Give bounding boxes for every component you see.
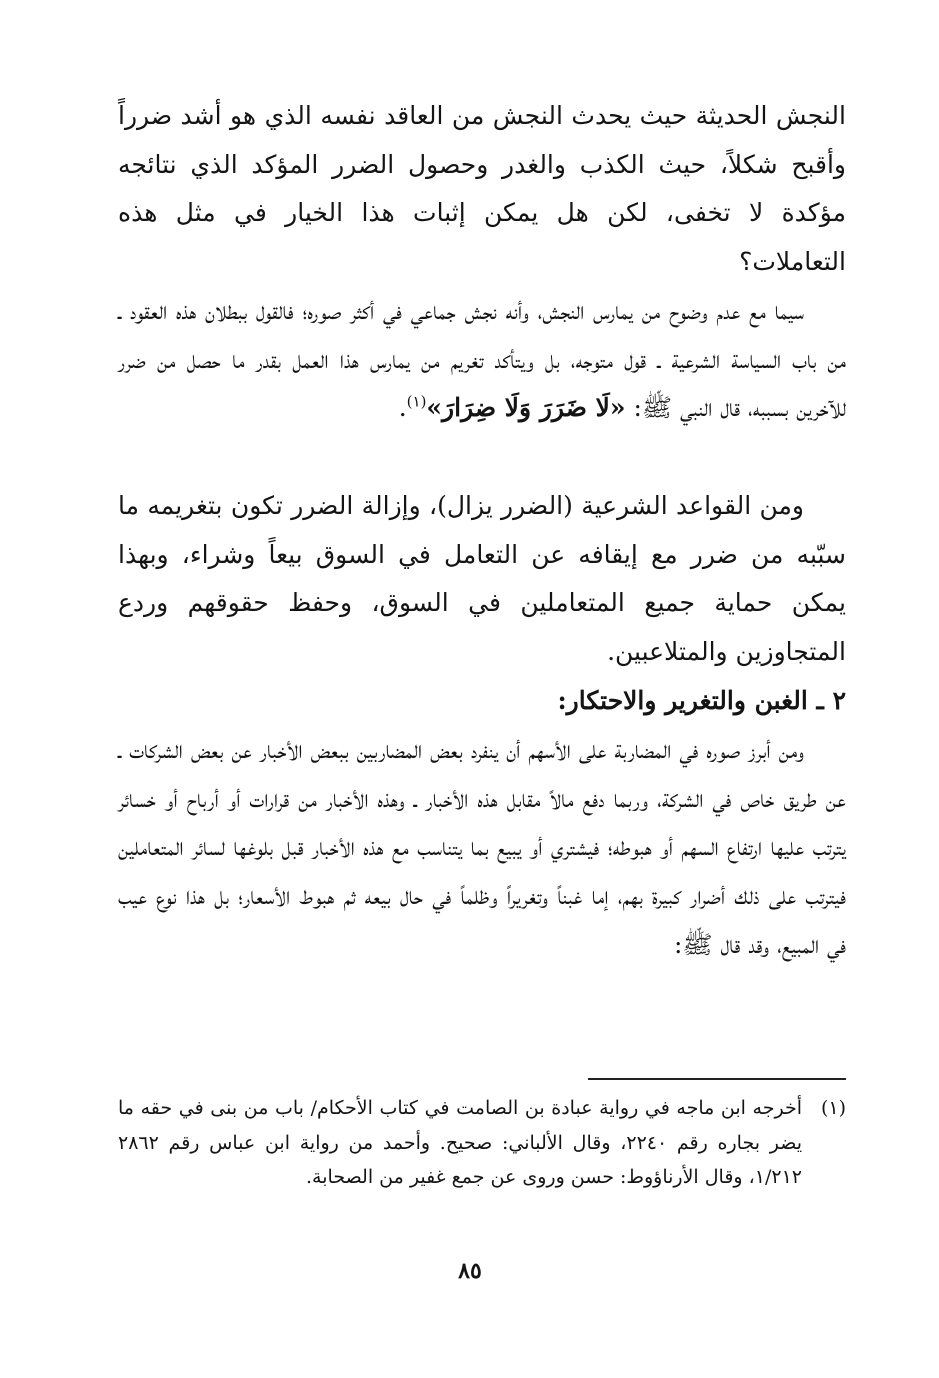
footnote-divider [588, 1078, 846, 1080]
paragraph-1-text: النجش الحديثة حيث يحدث النجش من العاقد نفسه الذي هو أشد ضرراً وأقبح شكلاً، حيث الكذب والغدر وحصول الضرر المؤكد الذي نتائجه مؤكدة لا تخفى، لكن هل يمكن إثبات هذا الخيار في مثل هذه التعاملات؟ [118, 101, 846, 277]
paragraph-3 [118, 482, 846, 677]
footnote-number: (١) [820, 1097, 846, 1119]
paragraph-4 [118, 726, 846, 970]
paragraph-2-text [118, 287, 846, 433]
paragraph-2-body: سيما مع عدم وضوح من يمارس النجش، وأنه نجش جماعي في أكثر صوره؛ فالقول ببطلان هذه العقود ـ من باب السياسة الشرعية ـ قول متوجه، بل ويتأكد تغريم من يمارس هذا العمل بقدر ما حصل من ضرر للآخرين بسببه، قال النبي ﷺ: [118, 296, 846, 423]
paragraph-2 [118, 287, 846, 433]
paragraph-2-end: . [398, 393, 407, 423]
footnote-text: أخرجه ابن ماجه في رواية عبادة بن الصامت في كتاب الأحكام/ باب من بنى في حقه ما يضر بجاره رقم ٢٢٤٠، وقال الألباني: صحيح. وأحمد من رواية ابن عباس رقم ٢٨٦٢ ١/٢١٢، وقال الأرناؤوط: حسن وروى عن جمع غفير من الصحابة. [118, 1097, 802, 1188]
paragraph-3-text: ومن القواعد الشرعية (الضرر يزال)، وإزالة الضرر تكون بتغريمه ما سبّبه من ضرر مع إيقافه عن التعامل في السوق بيعاً وشراء، وبهذا يمكن حماية جميع المتعاملين في السوق، وحفظ حقوقهم وردع المتجاوزين والمتلاعبين. [118, 491, 846, 667]
section-heading: ٢ ـ الغبن والتغرير والاحتكار: [557, 686, 846, 715]
footnote [118, 1091, 846, 1195]
paragraph-1 [118, 92, 846, 287]
paragraph-4-text: ومن أبرز صوره في المضاربة على الأسهم أن ينفرد بعض المضاربين ببعض الأخبار عن بعض الشركات ـ عن طريق خاص في الشركة، وربما دفع مالاً مقابل هذه الأخبار ـ وهذه الأخبار من قرارات أو أرباح أو خسائر يترتب عليها ارتفاع السهم أو هبوطه؛ فيشتري أو يبيع بما يتناسب مع هذه الأخبار قبل بلوغها لسائر المتعاملين فيترتب على ذلك أضرار كبيرة بهم، إما غبناً وتغريراً وظلماً في حال بيعه ثم هبوط الأسعار؛ بل هذا نوع عيب في المبيع، وقد قال ﷺ: [118, 735, 846, 959]
hadith-quote: «لَا ضَرَرَ وَلَا ضِرَارَ» [426, 393, 626, 423]
footnote-reference[interactable]: (١) [406, 393, 427, 412]
page-number: ٨٥ [458, 1258, 482, 1284]
